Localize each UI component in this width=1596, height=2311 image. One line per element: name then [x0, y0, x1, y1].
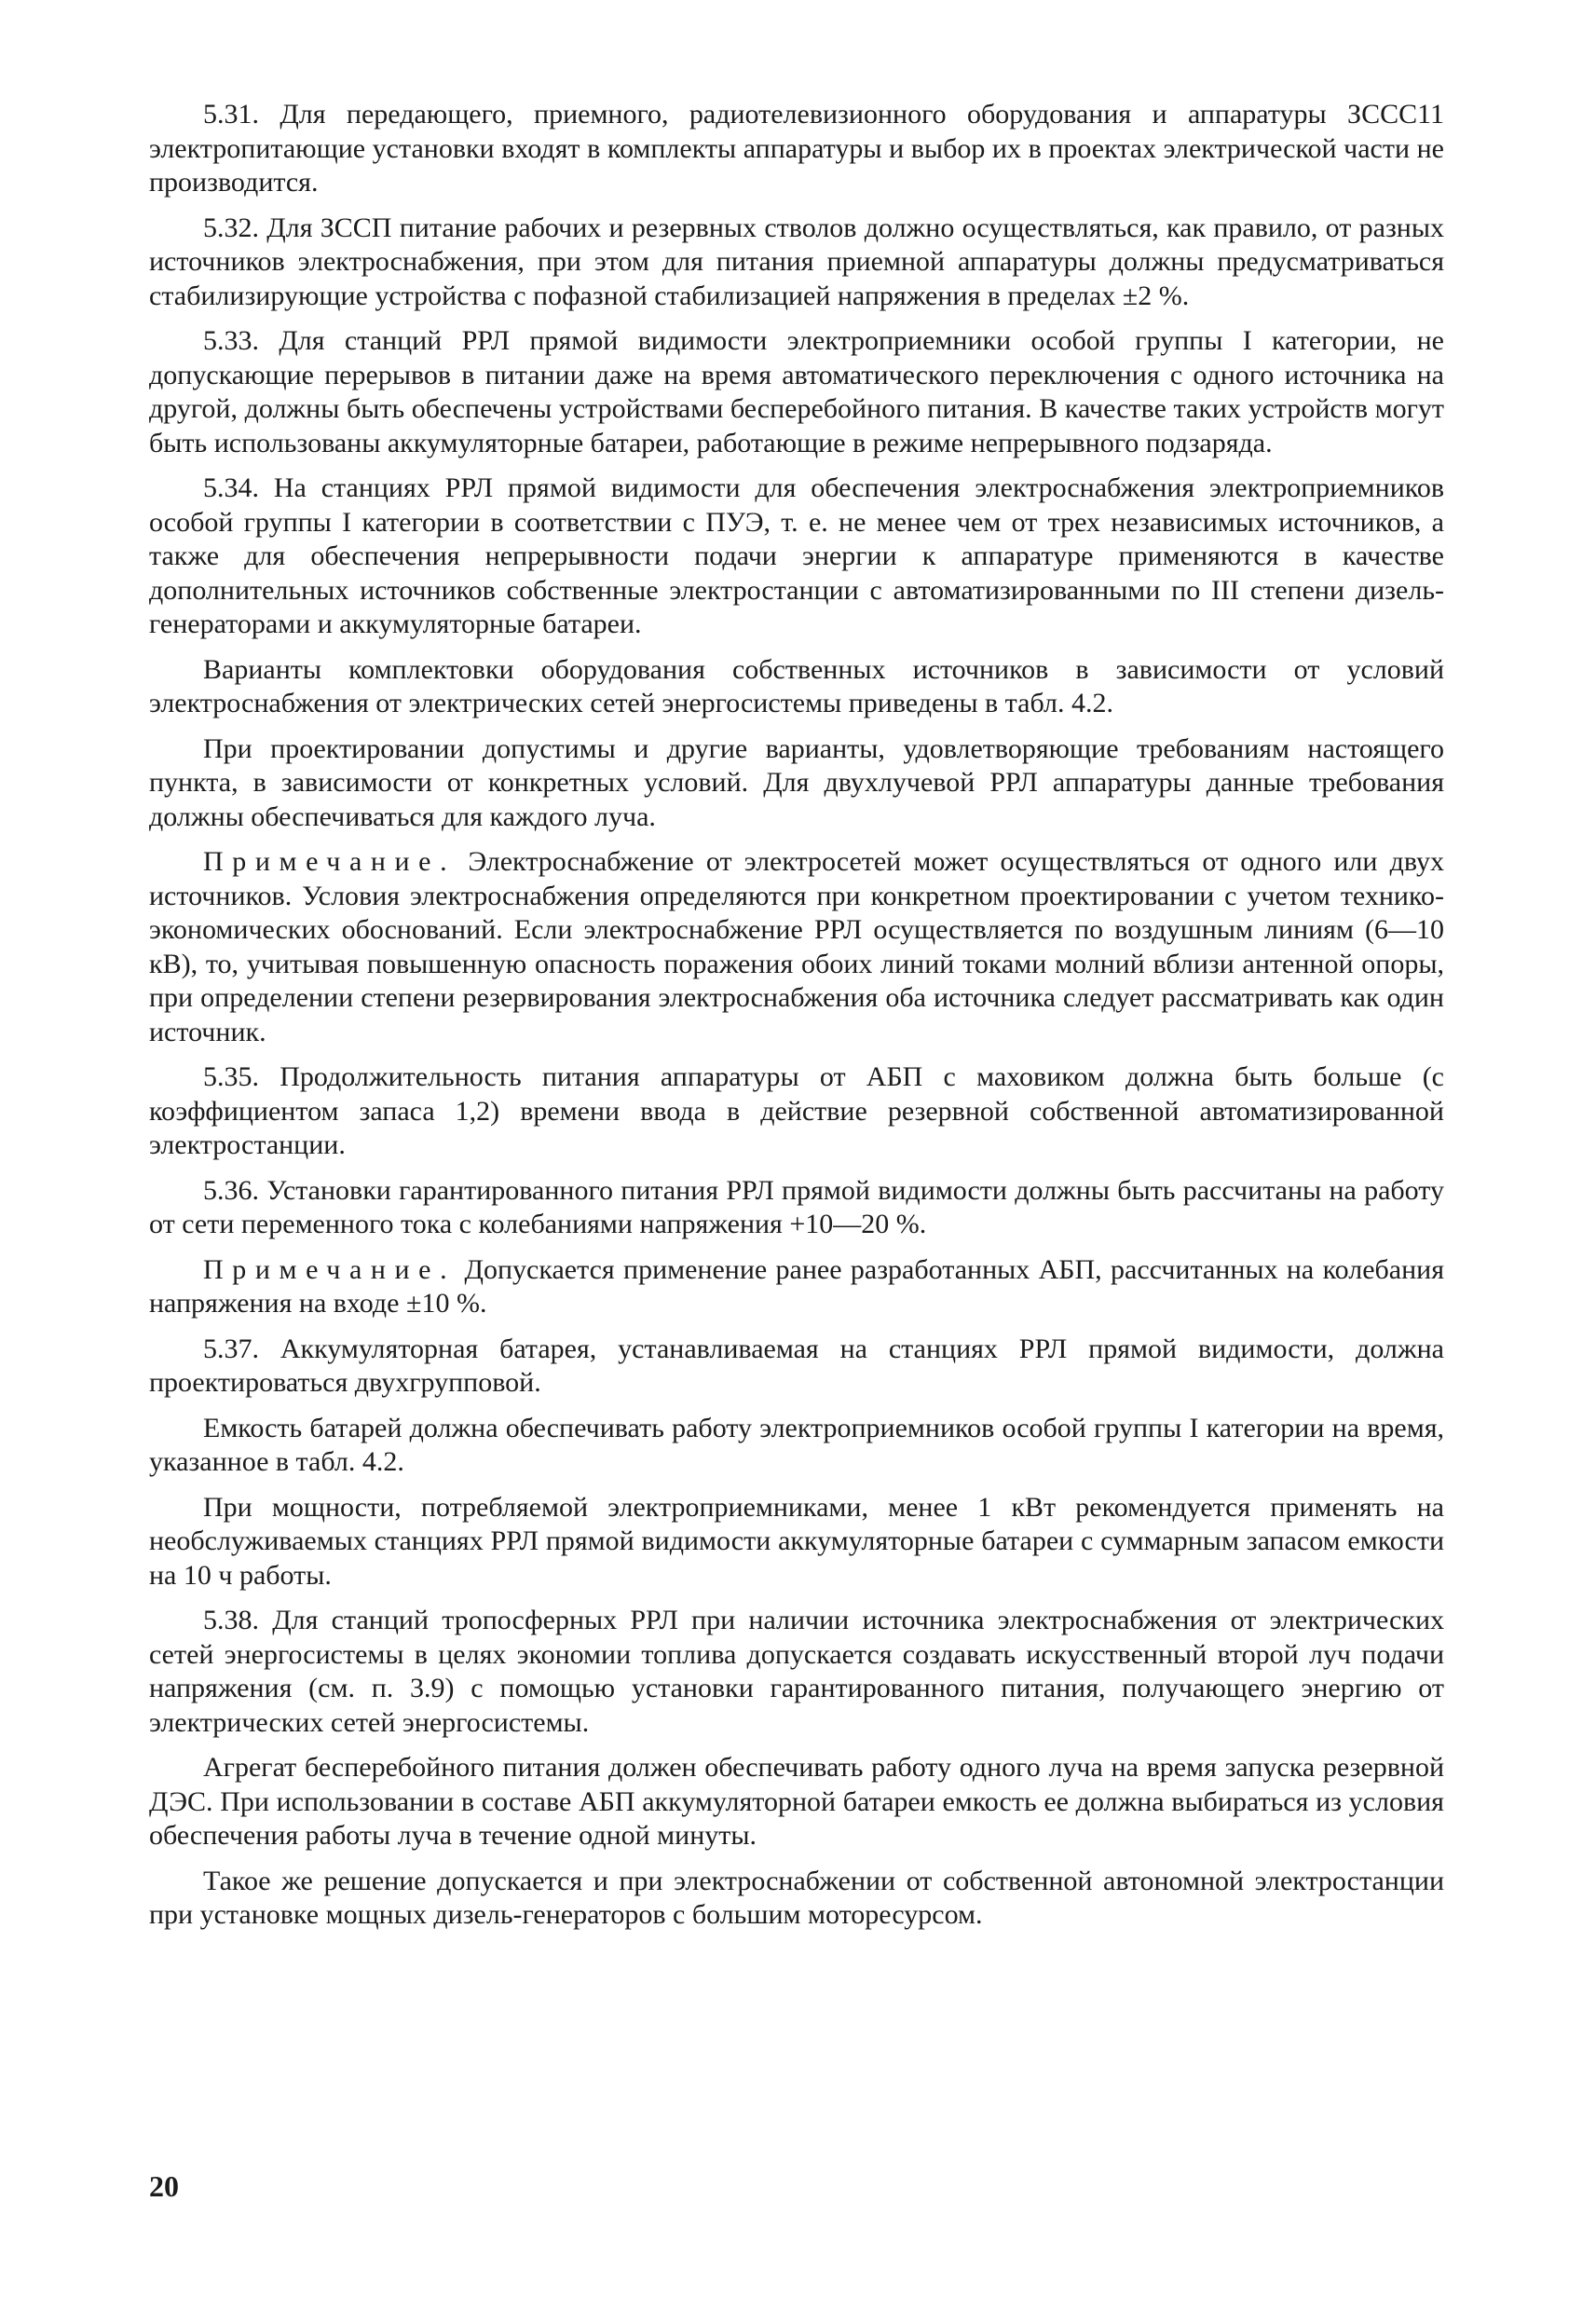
note-1 [149, 845, 1444, 1049]
clause-5-35: 5.35. Продолжительность питания аппаратуры от АБП с маховиком должна быть больше (с коэффициентом запаса 1,2) времени ввода в действие резервной собственной автоматизированной электростанции. [149, 1061, 1444, 1160]
note-1-text: Электроснабжение от электросетей может осуществляться от одного или двух источников. Условия электроснабжения определяются при конкретном проектировании с учетом технико-экономических обоснований. Если электроснабжение РРЛ осуществляется по воздушным линиям (6—10 кВ), то, учитывая повышенную опасность поражения обоих линий токами молний вблизи антенной опоры, при определении степени резервирования электроснабжения оба источника следует рассматривать как один источник. [149, 846, 1445, 1047]
clause-5-38-ups: Агрегат бесперебойного питания должен обеспечивать работу одного луча на время запуска резервной ДЭС. При использовании в составе АБП аккумуляторной батареи емкость ее должна выбираться из условия обеспечения работы луча в течение одной минуты. [149, 1752, 1444, 1851]
document-page [149, 98, 1444, 1944]
clause-5-38-autonomous: Такое же решение допускается и при электроснабжении от собственной автономной электростанции при установке мощных дизель-генераторов с большим моторесурсом. [149, 1865, 1444, 1930]
clause-5-36: 5.36. Установки гарантированного питания РРЛ прямой видимости должны быть рассчитаны на работу от сети переменного тока с колебаниями напряжения +10—20 %. [149, 1174, 1444, 1239]
clause-5-34-design: При проектировании допустимы и другие варианты, удовлетворяющие требованиям настоящего пункта, в зависимости от конкретных условий. Для двухлучевой РРЛ аппаратуры данные требования должны обеспечиваться для каждого луча. [149, 732, 1444, 832]
clause-5-34: 5.34. На станциях РРЛ прямой видимости для обеспечения электроснабжения электроприемников особой группы I категории в соответствии с ПУЭ, т. е. не менее чем от трех независимых источников, а также для обеспечения непрерывности подачи энергии к аппаратуре применяются в качестве дополнительных источников собственные электростанции с автоматизированными по III степени дизель-генераторами и аккумуляторные батареи. [149, 472, 1444, 639]
note-label: Примечание. [203, 846, 457, 877]
note-2 [149, 1253, 1444, 1321]
clause-5-31: 5.31. Для передающего, приемного, радиотелевизионного оборудования и аппаратуры ЗССС11 электропитающие установки входят в комплекты аппаратуры и выбор их в проектах электрической части не производится. [149, 99, 1444, 198]
clause-5-38: 5.38. Для станций тропосферных РРЛ при наличии источника электроснабжения от электрических сетей энергосистемы в целях экономии топлива допускается создавать искусственный второй луч подачи напряжения (см. п. 3.9) с помощью установки гарантированного питания, получающего энергию от электрических сетей энергосистемы. [149, 1605, 1444, 1738]
clause-5-37-capacity: Емкость батарей должна обеспечивать работу электроприемников особой группы I категории на время, указанное в табл. 4.2. [149, 1412, 1444, 1477]
note-2-text: Допускается применение ранее разработанных АБП, рассчитанных на колебания напряжения на входе ±10 %. [149, 1253, 1444, 1319]
clause-5-34-variants: Варианты комплектовки оборудования собственных источников в зависимости от условий электроснабжения от электрических сетей энергосистемы приведены в табл. 4.2. [149, 653, 1444, 718]
clause-5-37-power: При мощности, потребляемой электроприемниками, менее 1 кВт рекомендуется применять на необслуживаемых станциях РРЛ прямой видимости аккумуляторные батареи с суммарным запасом емкости на 10 ч работы. [149, 1491, 1444, 1591]
page-number: 20 [149, 2169, 179, 2203]
clause-5-37: 5.37. Аккумуляторная батарея, устанавливаемая на станциях РРЛ прямой видимости, должна проектироваться двухгрупповой. [149, 1333, 1444, 1398]
note-label: Примечание. [203, 1253, 457, 1285]
clause-5-33: 5.33. Для станций РРЛ прямой видимости электроприемники особой группы I категории, не допускающие перерывов в питании даже на время автоматического переключения с одного источника на другой, должны быть обеспечены устройствами бесперебойного питания. В качестве таких устройств могут быть использованы аккумуляторные батареи, работающие в режиме непрерывного подзаряда. [149, 325, 1444, 458]
clause-5-32: 5.32. Для ЗССП питание рабочих и резервных стволов должно осуществляться, как правило, от разных источников электроснабжения, при этом для питания приемной аппаратуры должны предусматриваться стабилизирующие устройства с пофазной стабилизацией напряжения в пределах ±2 %. [149, 212, 1444, 311]
